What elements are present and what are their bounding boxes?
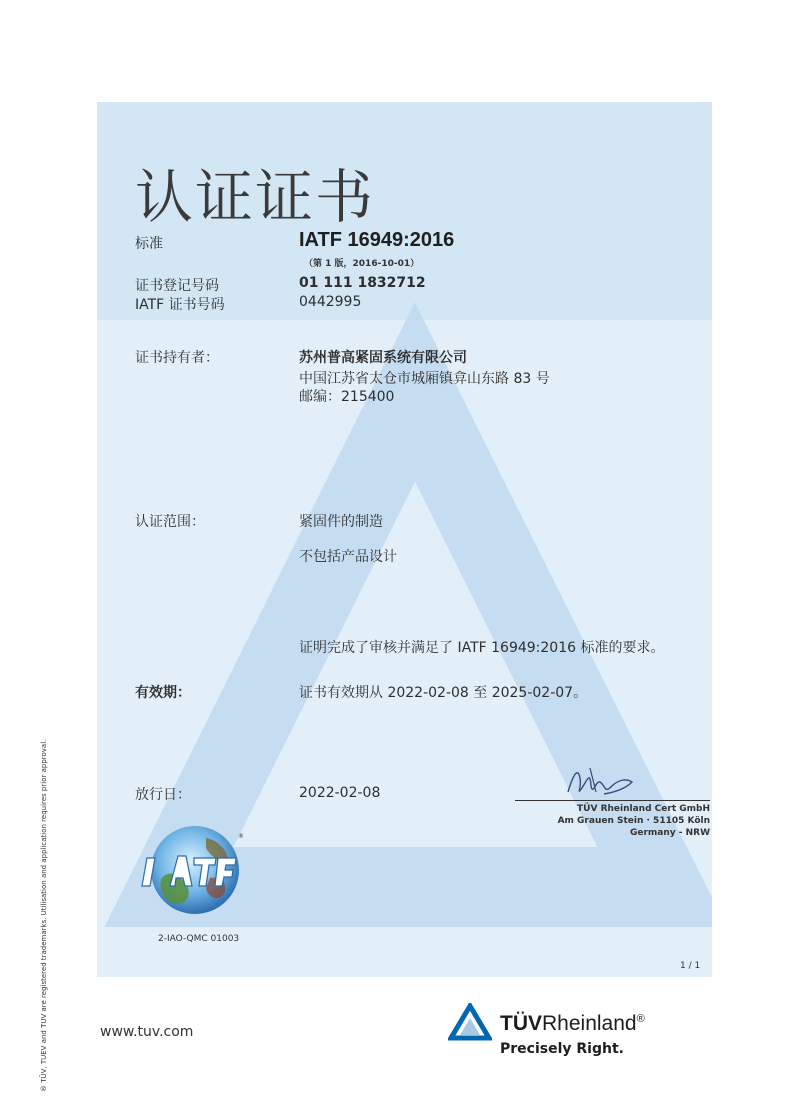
certificate-title: 认证证书 [135,163,376,231]
iatf-code: 2-IAO-QMC 01003 [158,934,240,944]
issuer-name: TÜV Rheinland Cert GmbH [577,804,710,814]
issue-date-label: 放行日： [135,787,191,803]
holder-postcode: 邮编：215400 [299,389,395,405]
tuv-brand-reg: ® [636,1013,645,1025]
issuer-street: Am Grauen Stein · 51105 Köln [557,816,710,826]
validity-value: 证书有效期从 2022-02-08 至 2025-02-07。 [299,685,588,701]
tuv-brand [500,1012,645,1036]
iatf-globe-logo-icon [140,818,250,918]
scope-label: 认证范围： [135,514,205,530]
signature-line [515,800,710,801]
signature-icon [560,762,640,802]
issue-date: 2022-02-08 [299,785,381,801]
standard-label: 标准 [135,236,163,252]
holder-label: 证书持有者： [135,350,219,366]
tuv-brand-rest: Rheinland [542,1012,637,1035]
standard-edition: （第 1 版，2016-10-01） [304,259,420,269]
issuer-country: Germany - NRW [629,828,710,838]
standard-value: IATF 16949:2016 [299,229,455,251]
holder-name: 苏州普高紧固系统有限公司 [299,350,467,366]
reg-number: 01 111 1832712 [299,275,426,291]
page-number: 1 / 1 [680,961,701,971]
reg-number-label: 证书登记号码 [135,278,219,294]
validity-label: 有效期： [135,685,191,701]
tuv-tagline: Precisely Right. [500,1041,624,1057]
trademark-side-note: ® TÜV, TUEV and TUV are registered trademarks. Utilisation and application requires prior approval. [40,739,48,1092]
scope-value: 紧固件的制造 [299,514,383,530]
website-link[interactable]: www.tuv.com [100,1024,194,1040]
compliance-statement: 证明完成了审核并满足了 IATF 16949:2016 标准的要求。 [299,640,665,656]
iatf-number: 0442995 [299,294,362,310]
tuv-brand-bold: TÜV [500,1012,542,1035]
svg-text:®: ® [238,833,244,840]
tuv-logo-icon [448,1003,492,1041]
holder-address: 中国江苏省太仓市城厢镇弇山东路 83 号 [299,371,550,387]
iatf-number-label: IATF 证书号码 [135,297,225,313]
scope-exclusion: 不包括产品设计 [299,549,397,565]
